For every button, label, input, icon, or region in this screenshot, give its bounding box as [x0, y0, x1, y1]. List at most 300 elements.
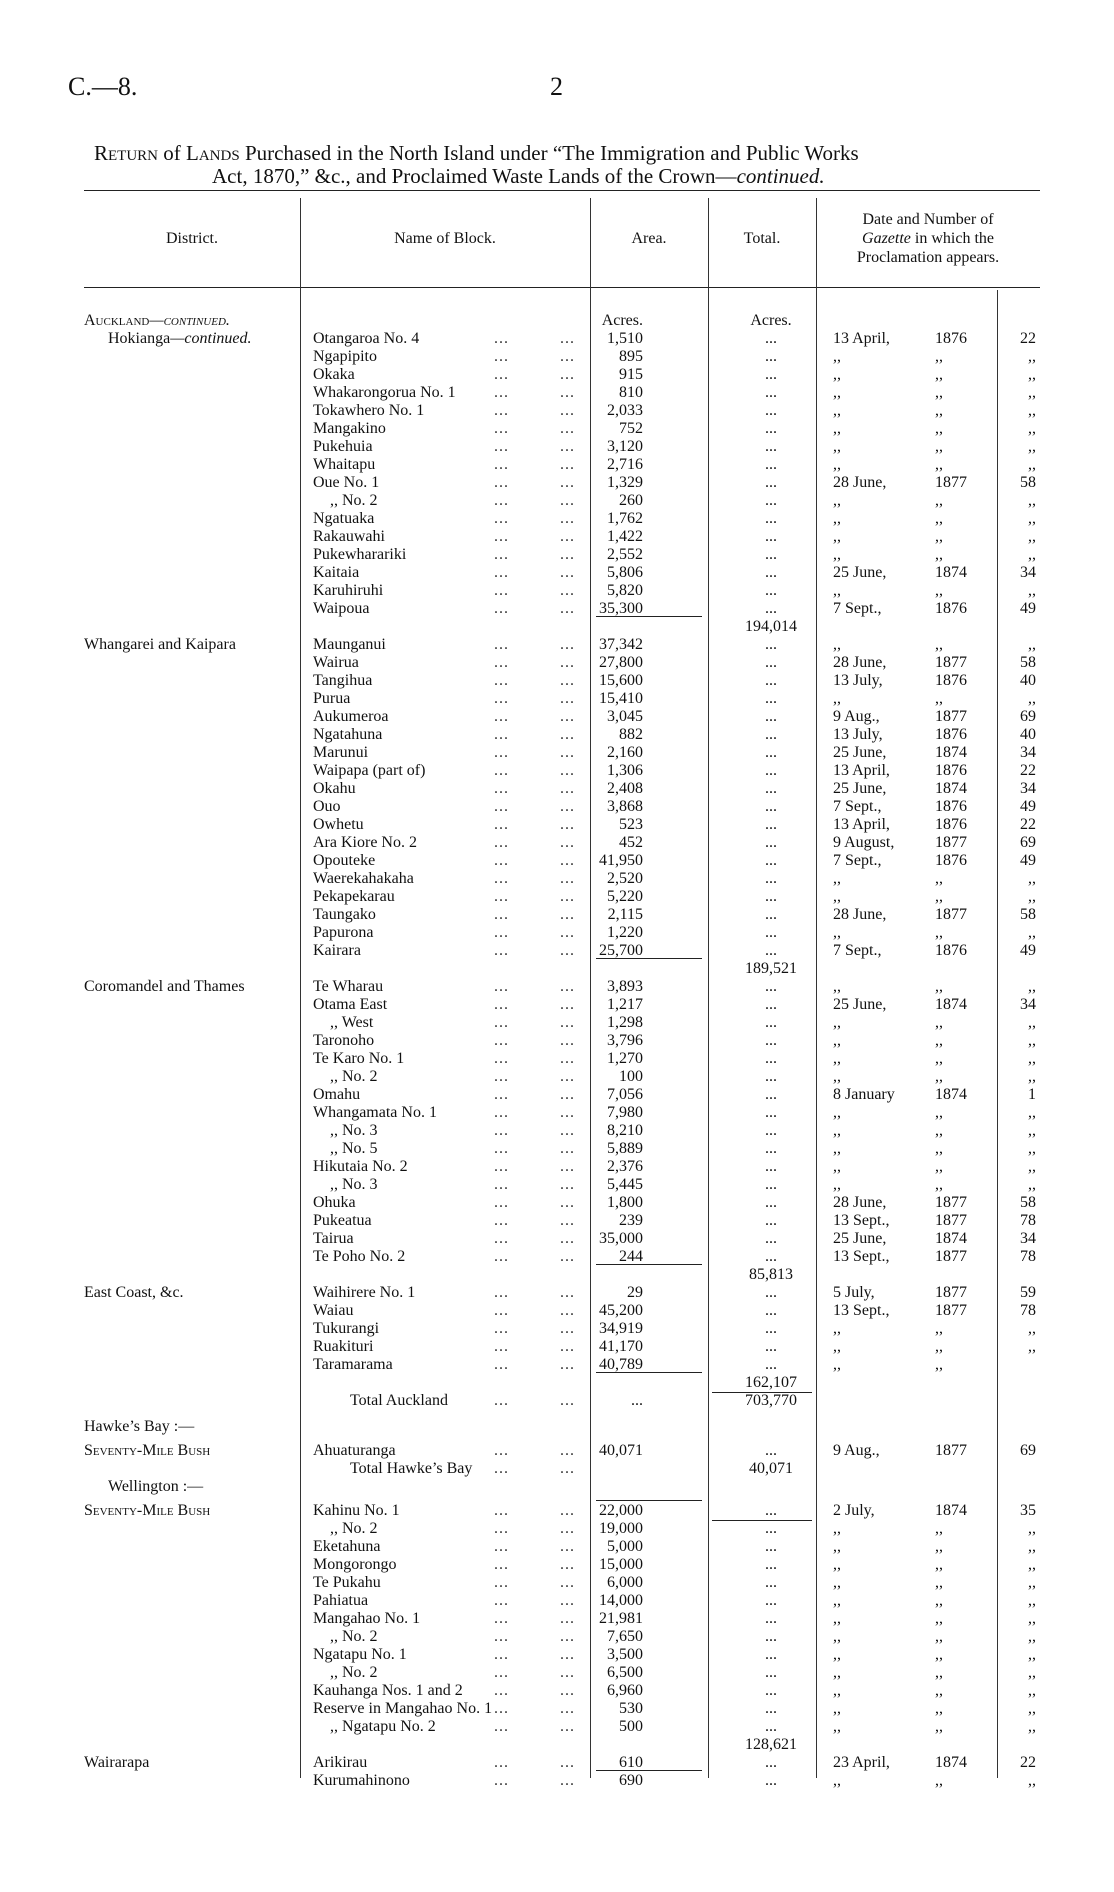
- sum-rule: [596, 616, 702, 617]
- block-name: Waihirere No. 1: [313, 1284, 416, 1301]
- area-cell: 1,306: [607, 762, 643, 779]
- total-cell: 85,813: [749, 1266, 793, 1283]
- title-word-return: Return: [94, 141, 159, 165]
- total-cell: ...: [765, 1086, 777, 1103]
- block-name: Kaitaia: [313, 564, 360, 581]
- leader-dots: ...: [494, 564, 509, 581]
- block-name: Otama East: [313, 996, 388, 1013]
- gazette-date: ,,: [833, 366, 841, 383]
- gazette-number: 58: [1020, 474, 1036, 491]
- total-cell: 194,014: [745, 618, 797, 635]
- block-name: Ngatuaka: [313, 510, 375, 527]
- area-cell: 2,408: [607, 780, 643, 797]
- total-cell: 40,071: [749, 1460, 793, 1477]
- leader-dots: ...: [560, 438, 575, 455]
- gazette-year: ,,: [935, 1574, 943, 1591]
- leader-dots: ...: [560, 474, 575, 491]
- leader-dots: ...: [494, 1442, 509, 1459]
- block-name: ,, No. 3: [330, 1176, 378, 1193]
- gazette-number: ,,: [1028, 1718, 1036, 1735]
- gazette-year: 1877: [935, 1284, 967, 1301]
- leader-dots: ...: [494, 1158, 509, 1175]
- gazette-date: ,,: [833, 384, 841, 401]
- total-cell: ...: [765, 1230, 777, 1247]
- table-row: [0, 312, 1114, 330]
- total-cell: ...: [765, 1014, 777, 1031]
- leader-dots: ...: [560, 1068, 575, 1085]
- block-name: Aukumeroa: [313, 708, 389, 725]
- gazette-year: 1876: [935, 816, 967, 833]
- gazette-year: 1874: [935, 564, 967, 581]
- gazette-number: 58: [1020, 906, 1036, 923]
- gazette-number: 69: [1020, 834, 1036, 851]
- leader-dots: ...: [494, 1140, 509, 1157]
- gazette-year: 1876: [935, 942, 967, 959]
- gazette-date: ,,: [833, 1682, 841, 1699]
- leader-dots: ...: [560, 1356, 575, 1373]
- area-cell: 452: [619, 834, 643, 851]
- gazette-year: 1876: [935, 672, 967, 689]
- gazette-year: ,,: [935, 1176, 943, 1193]
- gazette-number: ,,: [1028, 1592, 1036, 1609]
- area-cell: 3,500: [607, 1646, 643, 1663]
- gazette-date: 13 July,: [833, 672, 883, 689]
- area-cell: 5,820: [607, 582, 643, 599]
- title-line-2-text: Act, 1870,” &c., and Proclaimed Waste Lands of the Crown—: [212, 164, 737, 188]
- gazette-date: 9 Aug.,: [833, 1442, 880, 1459]
- leader-dots: ...: [560, 1032, 575, 1049]
- table-row: [0, 726, 1114, 744]
- block-name: Pukeatua: [313, 1212, 372, 1229]
- gazette-number: ,,: [1028, 1628, 1036, 1645]
- total-cell: ...: [765, 636, 777, 653]
- table-row: [0, 816, 1114, 834]
- total-cell: ...: [765, 996, 777, 1013]
- gazette-number: ,,: [1028, 1320, 1036, 1337]
- block-name: Purua: [313, 690, 351, 707]
- leader-dots: ...: [560, 1718, 575, 1735]
- table-row: [0, 1014, 1114, 1032]
- area-cell: 500: [619, 1718, 643, 1735]
- table-row: [0, 1212, 1114, 1230]
- area-cell: 5,445: [607, 1176, 643, 1193]
- total-cell: ...: [765, 1032, 777, 1049]
- gazette-date: ,,: [833, 690, 841, 707]
- block-name: Pahiatua: [313, 1592, 369, 1609]
- table-row: [0, 1086, 1114, 1104]
- block-name: Te Pukahu: [313, 1574, 381, 1591]
- leader-dots: ...: [560, 924, 575, 941]
- area-cell: 1,800: [607, 1194, 643, 1211]
- block-name: Otangaroa No. 4: [313, 330, 420, 347]
- area-cell: 5,000: [607, 1538, 643, 1555]
- leader-dots: ...: [494, 1014, 509, 1031]
- total-cell: ...: [765, 1356, 777, 1373]
- block-name: ,, West: [330, 1014, 374, 1031]
- leader-dots: ...: [560, 816, 575, 833]
- block-name: Eketahuna: [313, 1538, 381, 1555]
- block-name: Maunganui: [313, 636, 386, 653]
- total-cell: ...: [765, 582, 777, 599]
- total-cell: ...: [765, 888, 777, 905]
- area-cell: 14,000: [599, 1592, 643, 1609]
- leader-dots: ...: [494, 384, 509, 401]
- block-name: Total Auckland: [350, 1392, 448, 1409]
- block-name: Owhetu: [313, 816, 364, 833]
- gazette-number: 22: [1020, 1754, 1036, 1771]
- gazette-number: ,,: [1028, 888, 1036, 905]
- gazette-date: 9 Aug.,: [833, 708, 880, 725]
- total-cell: ...: [765, 1194, 777, 1211]
- total-cell: ...: [765, 942, 777, 959]
- gazette-number: ,,: [1028, 1176, 1036, 1193]
- leader-dots: ...: [494, 996, 509, 1013]
- gazette-year: ,,: [935, 582, 943, 599]
- gazette-number: 22: [1020, 762, 1036, 779]
- total-cell: ...: [765, 384, 777, 401]
- table-row: [0, 1194, 1114, 1212]
- leader-dots: ...: [494, 978, 509, 995]
- gazette-number: ,,: [1028, 1050, 1036, 1067]
- table-row: [0, 1302, 1114, 1320]
- gazette-number: ,,: [1028, 1646, 1036, 1663]
- leader-dots: ...: [560, 1230, 575, 1247]
- leader-dots: ...: [494, 402, 509, 419]
- block-name: ,, No. 3: [330, 1122, 378, 1139]
- district-cell: East Coast, &c.: [84, 1284, 184, 1301]
- total-cell: ...: [765, 1140, 777, 1157]
- gazette-year: ,,: [935, 888, 943, 905]
- table-row: [0, 1520, 1114, 1538]
- block-name: Ahuaturanga: [313, 1442, 396, 1459]
- gazette-date: 25 June,: [833, 744, 887, 761]
- block-name: Kauhanga Nos. 1 and 2: [313, 1682, 463, 1699]
- gazette-number: 35: [1020, 1502, 1036, 1519]
- block-name: Mongorongo: [313, 1556, 397, 1573]
- leader-dots: ...: [494, 1718, 509, 1735]
- leader-dots: ...: [494, 726, 509, 743]
- header-gazette-line-1: Date and Number of: [862, 211, 994, 228]
- area-cell: 5,220: [607, 888, 643, 905]
- gazette-year: 1874: [935, 1502, 967, 1519]
- area-cell: 3,868: [607, 798, 643, 815]
- gazette-number: ,,: [1028, 438, 1036, 455]
- area-cell: 8,210: [607, 1122, 643, 1139]
- total-cell: ...: [765, 420, 777, 437]
- leader-dots: ...: [560, 888, 575, 905]
- leader-dots: ...: [494, 906, 509, 923]
- table-row: [0, 834, 1114, 852]
- table-row: [0, 744, 1114, 762]
- total-cell: ...: [765, 1646, 777, 1663]
- district-cell: [108, 330, 252, 348]
- district-cell: Seventy-Mile Bush: [84, 1442, 211, 1459]
- table-row: [0, 1442, 1114, 1460]
- total-cell: ...: [765, 564, 777, 581]
- table-row: [0, 1104, 1114, 1122]
- area-cell: 3,893: [607, 978, 643, 995]
- block-name: Ohuka: [313, 1194, 356, 1211]
- leader-dots: ...: [494, 366, 509, 383]
- leader-dots: ...: [494, 690, 509, 707]
- table-row: [0, 366, 1114, 384]
- block-name: Arikirau: [313, 1754, 368, 1771]
- block-name: Tangihua: [313, 672, 373, 689]
- gazette-year: ,,: [935, 1032, 943, 1049]
- leader-dots: ...: [494, 1610, 509, 1627]
- gazette-date: 13 April,: [833, 330, 890, 347]
- block-name: Waipoua: [313, 600, 370, 617]
- gazette-date: 7 Sept.,: [833, 600, 882, 617]
- area-cell: 100: [619, 1068, 643, 1085]
- block-name: Kurumahinono: [313, 1772, 410, 1789]
- district-continued: —continued.: [149, 312, 230, 329]
- area-cell: 35,000: [599, 1230, 643, 1247]
- table-row: [0, 1556, 1114, 1574]
- table-row: [0, 456, 1114, 474]
- leader-dots: ...: [494, 1212, 509, 1229]
- leader-dots: ...: [560, 1284, 575, 1301]
- leader-dots: ...: [494, 816, 509, 833]
- table-row: [0, 1374, 1114, 1392]
- area-cell: 1,329: [607, 474, 643, 491]
- gazette-number: 22: [1020, 330, 1036, 347]
- block-name: ,, No. 2: [330, 1664, 378, 1681]
- area-cell: 2,520: [607, 870, 643, 887]
- gazette-year: ,,: [935, 1520, 943, 1537]
- gazette-date: ,,: [833, 1032, 841, 1049]
- table-row: [0, 492, 1114, 510]
- leader-dots: ...: [560, 492, 575, 509]
- block-name: Kairara: [313, 942, 361, 959]
- gazette-date: ,,: [833, 1664, 841, 1681]
- area-cell: 6,960: [607, 1682, 643, 1699]
- leader-dots: ...: [494, 1194, 509, 1211]
- block-name: Total Hawke’s Bay: [350, 1460, 473, 1477]
- gazette-date: 25 June,: [833, 564, 887, 581]
- area-cell: 45,200: [599, 1302, 643, 1319]
- table-row: [0, 1230, 1114, 1248]
- total-cell: ...: [765, 1592, 777, 1609]
- gazette-year: ,,: [935, 924, 943, 941]
- leader-dots: ...: [560, 600, 575, 617]
- total-cell: ...: [765, 1538, 777, 1555]
- area-cell: 1,217: [607, 996, 643, 1013]
- leader-dots: ...: [494, 1460, 509, 1477]
- leader-dots: ...: [560, 780, 575, 797]
- gazette-number: 78: [1020, 1248, 1036, 1265]
- area-cell: 3,045: [607, 708, 643, 725]
- header-district: District.: [166, 230, 218, 247]
- leader-dots: ...: [494, 1050, 509, 1067]
- leader-dots: ...: [560, 384, 575, 401]
- area-cell: 895: [619, 348, 643, 365]
- area-cell: 41,170: [599, 1338, 643, 1355]
- total-cell: ...: [765, 1068, 777, 1085]
- table-row: [0, 510, 1114, 528]
- table-row: [0, 672, 1114, 690]
- gazette-year: ,,: [935, 492, 943, 509]
- gazette-number: ,,: [1028, 366, 1036, 383]
- table-row: [0, 1538, 1114, 1556]
- gazette-year: ,,: [935, 1646, 943, 1663]
- gazette-year: 1874: [935, 996, 967, 1013]
- table-row: [0, 1068, 1114, 1086]
- area-cell: 40,789: [599, 1356, 643, 1373]
- district-name-auckland: Auckland: [84, 312, 150, 329]
- gazette-year: ,,: [935, 1628, 943, 1645]
- total-cell: ...: [765, 1158, 777, 1175]
- block-name: Pukewharariki: [313, 546, 407, 563]
- area-cell: 260: [619, 492, 643, 509]
- gazette-date: ,,: [833, 636, 841, 653]
- gazette-date: 13 Sept.,: [833, 1212, 890, 1229]
- leader-dots: ...: [560, 942, 575, 959]
- total-cell: ...: [765, 1700, 777, 1717]
- gazette-date: ,,: [833, 888, 841, 905]
- gazette-date: 25 June,: [833, 1230, 887, 1247]
- total-cell: ...: [765, 1122, 777, 1139]
- gazette-year: ,,: [935, 1140, 943, 1157]
- leader-dots: ...: [560, 1628, 575, 1645]
- gazette-year: 1877: [935, 834, 967, 851]
- table-row: [0, 1248, 1114, 1266]
- table-row: [0, 1460, 1114, 1478]
- block-name: Ngatapu No. 1: [313, 1646, 407, 1663]
- leader-dots: ...: [560, 1194, 575, 1211]
- gazette-number: 69: [1020, 708, 1036, 725]
- leader-dots: ...: [560, 654, 575, 671]
- area-cell: 15,000: [599, 1556, 643, 1573]
- table-row: [0, 942, 1114, 960]
- block-name: Pukehuia: [313, 438, 373, 455]
- header-name-of-block: Name of Block.: [394, 230, 496, 247]
- gazette-date: 13 July,: [833, 726, 883, 743]
- leader-dots: ...: [560, 978, 575, 995]
- title-word-lands: Lands: [186, 141, 240, 165]
- leader-dots: ...: [560, 1538, 575, 1555]
- total-cell: ...: [765, 1338, 777, 1355]
- gazette-date: ,,: [833, 456, 841, 473]
- leader-dots: ...: [560, 1392, 575, 1409]
- block-name: Te Wharau: [313, 978, 384, 995]
- gazette-date: 25 June,: [833, 780, 887, 797]
- leader-dots: ...: [560, 1086, 575, 1103]
- block-name: ,, Ngatapu No. 2: [330, 1718, 436, 1735]
- gazette-year: ,,: [935, 1320, 943, 1337]
- gazette-number: ,,: [1028, 1520, 1036, 1537]
- block-name: Taungako: [313, 906, 376, 923]
- gazette-date: ,,: [833, 1574, 841, 1591]
- area-cell: 1,762: [607, 510, 643, 527]
- total-cell: ...: [765, 1320, 777, 1337]
- table-row: [0, 402, 1114, 420]
- leader-dots: ...: [560, 582, 575, 599]
- leader-dots: ...: [560, 1682, 575, 1699]
- gazette-number: 34: [1020, 996, 1036, 1013]
- leader-dots: ...: [560, 1460, 575, 1477]
- table-row: [0, 600, 1114, 618]
- leader-dots: ...: [494, 870, 509, 887]
- area-cell: 3,120: [607, 438, 643, 455]
- leader-dots: ...: [560, 1320, 575, 1337]
- gazette-year: 1877: [935, 1248, 967, 1265]
- block-name: Waiau: [313, 1302, 354, 1319]
- title-continued: continued.: [736, 164, 825, 188]
- table-row: [0, 582, 1114, 600]
- leader-dots: ...: [494, 420, 509, 437]
- block-name: ,, No. 5: [330, 1140, 378, 1157]
- leader-dots: ...: [494, 834, 509, 851]
- gazette-year: 1876: [935, 726, 967, 743]
- gazette-year: 1876: [935, 762, 967, 779]
- leader-dots: ...: [494, 1754, 509, 1771]
- gazette-number: 49: [1020, 600, 1036, 617]
- table-row: [0, 1418, 1114, 1436]
- total-cell: ...: [765, 1050, 777, 1067]
- table-row: [0, 960, 1114, 978]
- leader-dots: ...: [494, 546, 509, 563]
- leader-dots: ...: [494, 1086, 509, 1103]
- area-cell: 5,889: [607, 1140, 643, 1157]
- total-cell: ...: [765, 1772, 777, 1789]
- table-row: [0, 1392, 1114, 1410]
- leader-dots: ...: [560, 690, 575, 707]
- leader-dots: ...: [494, 1592, 509, 1609]
- gazette-date: ,,: [833, 1718, 841, 1735]
- leader-dots: ...: [560, 456, 575, 473]
- sum-rule: [596, 1372, 702, 1373]
- table-row: [0, 1592, 1114, 1610]
- gazette-date: 28 June,: [833, 906, 887, 923]
- block-name: Reserve in Mangahao No. 1: [313, 1700, 493, 1717]
- gazette-date: 23 April,: [833, 1754, 890, 1771]
- gazette-year: ,,: [935, 438, 943, 455]
- gazette-number: 34: [1020, 744, 1036, 761]
- gazette-date: ,,: [833, 1538, 841, 1555]
- gazette-number: ,,: [1028, 1664, 1036, 1681]
- gazette-number: 78: [1020, 1302, 1036, 1319]
- area-cell: 7,650: [607, 1628, 643, 1645]
- total-cell: ...: [765, 330, 777, 347]
- gazette-year: 1877: [935, 1194, 967, 1211]
- area-cell: 35,300: [599, 600, 643, 617]
- leader-dots: ...: [494, 942, 509, 959]
- table-row: [0, 1338, 1114, 1356]
- block-name: Kahinu No. 1: [313, 1502, 400, 1519]
- block-name: Oue No. 1: [313, 474, 380, 491]
- gazette-year: 1874: [935, 1086, 967, 1103]
- leader-dots: ...: [494, 492, 509, 509]
- total-cell: ...: [765, 402, 777, 419]
- leader-dots: ...: [494, 1248, 509, 1265]
- area-cell: 6,500: [607, 1664, 643, 1681]
- table-row: [0, 870, 1114, 888]
- table-row: [0, 1122, 1114, 1140]
- table-row: [0, 636, 1114, 654]
- area-cell: 915: [619, 366, 643, 383]
- gazette-date: ,,: [833, 438, 841, 455]
- title-word-of: of: [163, 141, 181, 165]
- gazette-date: 8 January: [833, 1086, 895, 1103]
- leader-dots: ...: [494, 1176, 509, 1193]
- gazette-number: ,,: [1028, 420, 1036, 437]
- gazette-number: ,,: [1028, 1068, 1036, 1085]
- leader-dots: ...: [560, 906, 575, 923]
- table-row: [0, 420, 1114, 438]
- gazette-number: ,,: [1028, 924, 1036, 941]
- block-name: Te Karo No. 1: [313, 1050, 405, 1067]
